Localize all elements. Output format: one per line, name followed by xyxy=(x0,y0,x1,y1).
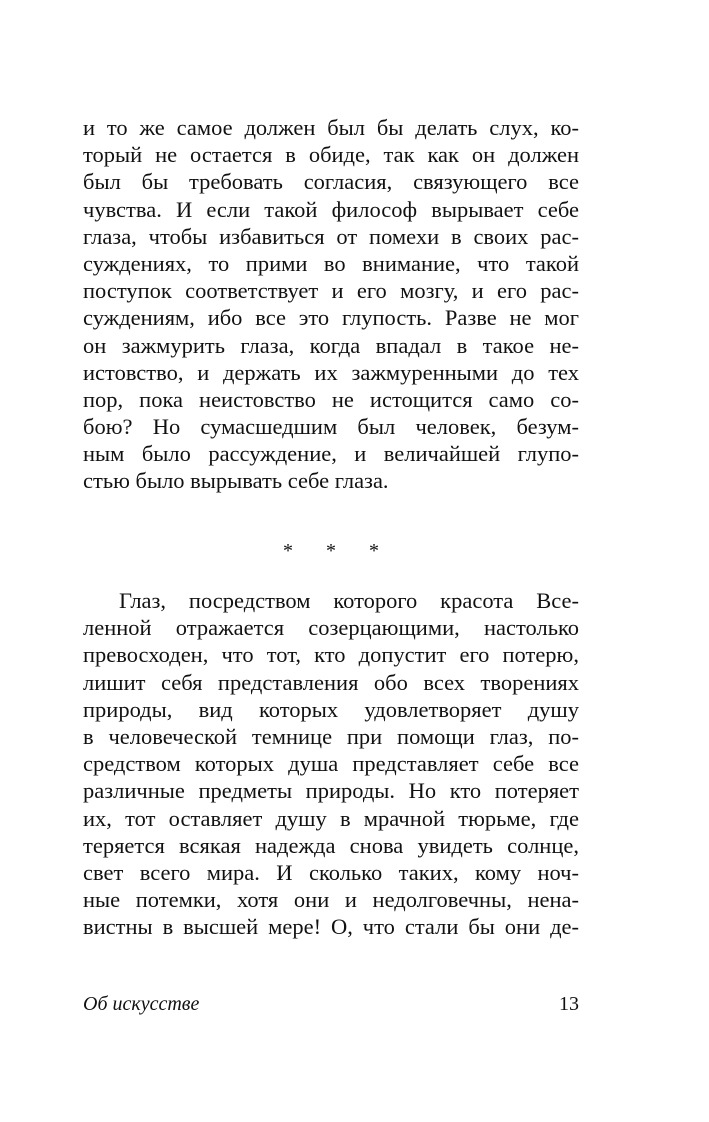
text-line: в человеческой темнице при помощи глаз, по- xyxy=(83,723,579,749)
text-line: их, тот оставляет душу в мрачной тюрьме, где xyxy=(83,805,579,831)
text-line: глаза, чтобы избавиться от помехи в своих рас- xyxy=(83,223,579,249)
text-line: и то же самое должен был бы делать слух, ко- xyxy=(83,115,579,140)
paragraph-1 xyxy=(83,114,579,495)
text-line: суждениям, ибо все это глупость. Разве не мог xyxy=(83,305,579,331)
text-line: теряется всякая надежда снова увидеть солнце, xyxy=(83,832,579,858)
text-line: пор, пока неистовство не истощится само со- xyxy=(83,386,579,412)
text-line: стью было вырывать себе глаза. xyxy=(83,468,389,494)
text-line: лишит себя представления обо всех творениях xyxy=(83,669,579,695)
text-line: вистны в высшей мере! О, что стали бы они де- xyxy=(83,914,579,940)
running-title: Об искусстве xyxy=(83,993,200,1015)
text-line: природы, вид которых удовлетворяет душу xyxy=(83,696,579,722)
text-line: средством которых душа представляет себе все xyxy=(83,751,579,777)
paragraph-2 xyxy=(83,587,579,940)
section-separator: * * * xyxy=(283,540,393,562)
text-line: свет всего мира. И сколько таких, кому ноч- xyxy=(83,859,579,885)
text-line: Глаз, посредством которого красота Все- xyxy=(119,588,579,613)
text-line: ные потемки, хотя они и недолговечны, нена- xyxy=(83,887,579,913)
text-line: истовство, и держать их зажмуренными до тех xyxy=(83,359,579,385)
text-line: ным было рассуждение, и величайшей глупо- xyxy=(83,441,579,467)
text-line: суждениях, то прими во внимание, что такой xyxy=(83,250,579,276)
text-line: превосходен, что тот, кто допустит его потерю, xyxy=(83,642,579,668)
text-line: чувства. И если такой философ вырывает себе xyxy=(83,196,579,222)
text-line: был бы требовать согласия, связующего все xyxy=(83,169,579,195)
page-number: 13 xyxy=(559,993,579,1015)
text-line: различные предметы природы. Но кто потеряет xyxy=(83,778,579,804)
text-line: он зажмурить глаза, когда впадал в такое не- xyxy=(83,332,579,358)
text-line: поступок соответствует и его мозгу, и его рас- xyxy=(83,278,579,304)
text-line: торый не остается в обиде, так как он должен xyxy=(83,142,579,168)
text-line: ленной отражается созерцающими, настолько xyxy=(83,615,579,641)
text-line: бою? Но сумасшедшим был человек, безум- xyxy=(83,414,579,440)
